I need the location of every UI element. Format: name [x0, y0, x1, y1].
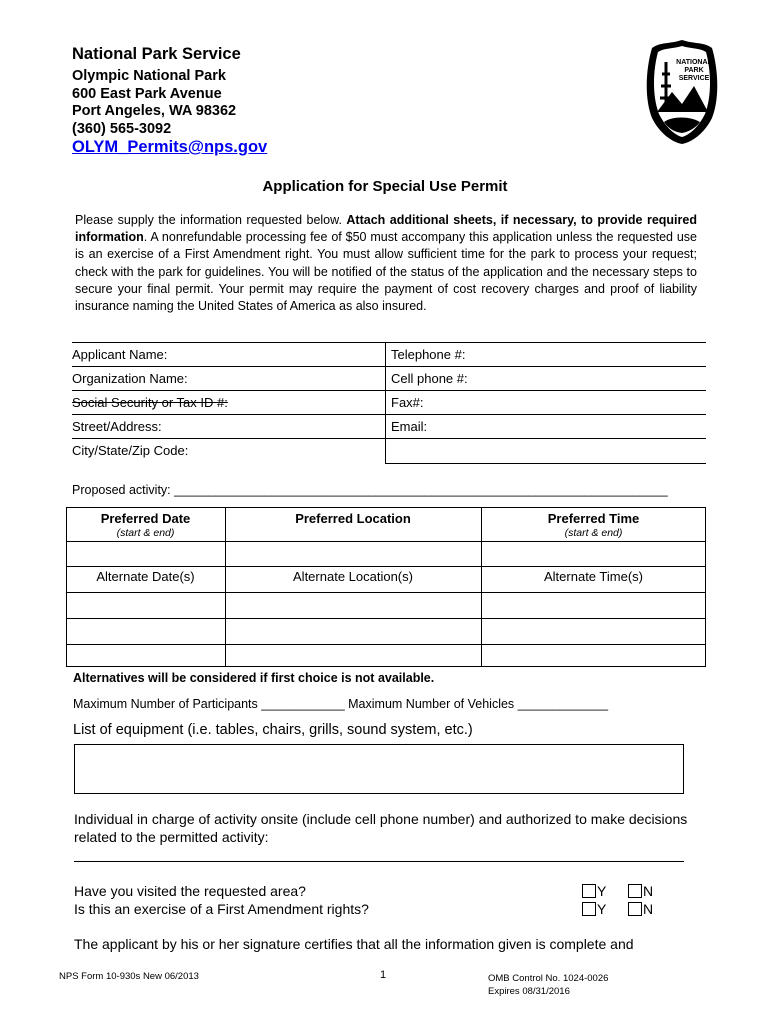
telephone-field[interactable]: Telephone #:: [391, 347, 466, 362]
visited-yes-label: Y: [597, 883, 607, 899]
preferred-time-header: Preferred Time: [547, 511, 640, 526]
grid-rule: [72, 390, 706, 391]
omb-number: OMB Control No. 1024-0026: [488, 973, 609, 984]
logo-text: NATIONAL: [676, 59, 712, 66]
omb-expires: Expires 08/31/2016: [488, 986, 570, 997]
email-field[interactable]: Email:: [391, 419, 428, 434]
nps-arrowhead-logo: [642, 38, 722, 146]
preferred-date-header: Preferred Date: [100, 511, 191, 526]
form-title: Application for Special Use Permit: [262, 178, 508, 195]
table-rule: [66, 592, 706, 593]
table-rule: [66, 618, 706, 619]
table-rule: [66, 644, 706, 645]
cell-phone-field[interactable]: Cell phone #:: [391, 371, 468, 386]
page-number: 1: [380, 969, 387, 981]
park-phone: (360) 565-3092: [72, 121, 172, 137]
preferred-location-header: Preferred Location: [295, 511, 411, 526]
individual-in-charge-label: Individual in charge of activity onsite (include cell phone number) and authorized to make decisions related to the permitted activity:: [74, 811, 688, 845]
preferred-date-cell[interactable]: [67, 542, 224, 566]
visited-no-label: N: [643, 883, 654, 899]
grid-rule: [72, 414, 706, 415]
preferred-time-cell[interactable]: [482, 542, 705, 566]
preferred-date-sub: (start & end): [116, 527, 175, 539]
applicant-name-field[interactable]: Applicant Name:: [72, 347, 168, 362]
svg-text:SERVICE: SERVICE: [678, 75, 710, 82]
park-name: Olympic National Park: [72, 68, 226, 84]
certification-text: The applicant by his or her signature certifies that all the information given is complete and: [74, 936, 634, 952]
proposed-activity-field[interactable]: Proposed activity: _______________________________________________________________________: [72, 483, 668, 497]
preferred-location-cell[interactable]: [226, 542, 480, 566]
table-divider: [225, 507, 226, 667]
omb-control: [488, 972, 608, 998]
svg-text:PARK: PARK: [684, 67, 704, 74]
grid-rule: [72, 342, 706, 343]
first-amendment-no-checkbox[interactable]: [628, 902, 642, 916]
ssn-field[interactable]: Social Security or Tax ID #:: [72, 395, 228, 410]
max-participants-vehicles-field[interactable]: Maximum Number of Participants ____________ Maximum Number of Vehicles _____________: [73, 697, 609, 711]
grid-rule: [72, 438, 706, 439]
first-amendment-no-label: N: [643, 901, 654, 917]
organization-field[interactable]: Organization Name:: [72, 371, 188, 386]
table-rule: [66, 566, 706, 567]
street-field[interactable]: Street/Address:: [72, 419, 162, 434]
individual-in-charge-line[interactable]: [74, 861, 684, 862]
visited-yes-checkbox[interactable]: [582, 884, 596, 898]
fax-field[interactable]: Fax#:: [391, 395, 424, 410]
intro-paragraph: Please supply the information requested below. Attach additional sheets, if necessary, to provide required information. A nonrefundable processing fee of $50 must accompany this application unless the requested use is an exercise of a First Amendment right. You must allow sufficient time for the park to process your request; check with the park for guidelines. You will be notified of the status of the application and the necessary steps to secure your final permit. Your permit may require the payment of cost recovery charges and proof of liability insurance naming the United States of America as also insured.: [75, 213, 697, 314]
permits-email-link[interactable]: OLYM_Permits@nps.gov: [72, 138, 268, 156]
agency-name: National Park Service: [72, 45, 241, 63]
preferred-time-sub: (start & end): [564, 527, 623, 539]
alternatives-note: Alternatives will be considered if first choice is not available.: [73, 671, 435, 685]
grid-divider: [385, 342, 386, 464]
question-first-amendment: Is this an exercise of a First Amendment rights?: [74, 901, 369, 917]
question-visited: Have you visited the requested area?: [74, 883, 306, 899]
first-amendment-yes-checkbox[interactable]: [582, 902, 596, 916]
equipment-label: List of equipment (i.e. tables, chairs, grills, sound system, etc.): [73, 722, 473, 738]
park-city: Port Angeles, WA 98362: [72, 103, 237, 119]
form-number: NPS Form 10-930s New 06/2013: [59, 971, 199, 982]
grid-rule: [72, 366, 706, 367]
first-amendment-yes-label: Y: [597, 901, 607, 917]
city-state-zip-field[interactable]: City/State/Zip Code:: [72, 443, 189, 458]
visited-no-checkbox[interactable]: [628, 884, 642, 898]
alternate-locations-label: Alternate Location(s): [293, 569, 413, 584]
grid-rule: [385, 463, 706, 464]
park-street: 600 East Park Avenue: [72, 86, 222, 102]
alternate-dates-label: Alternate Date(s): [96, 569, 195, 584]
alternate-times-label: Alternate Time(s): [544, 569, 643, 584]
equipment-input-box[interactable]: [74, 744, 684, 794]
